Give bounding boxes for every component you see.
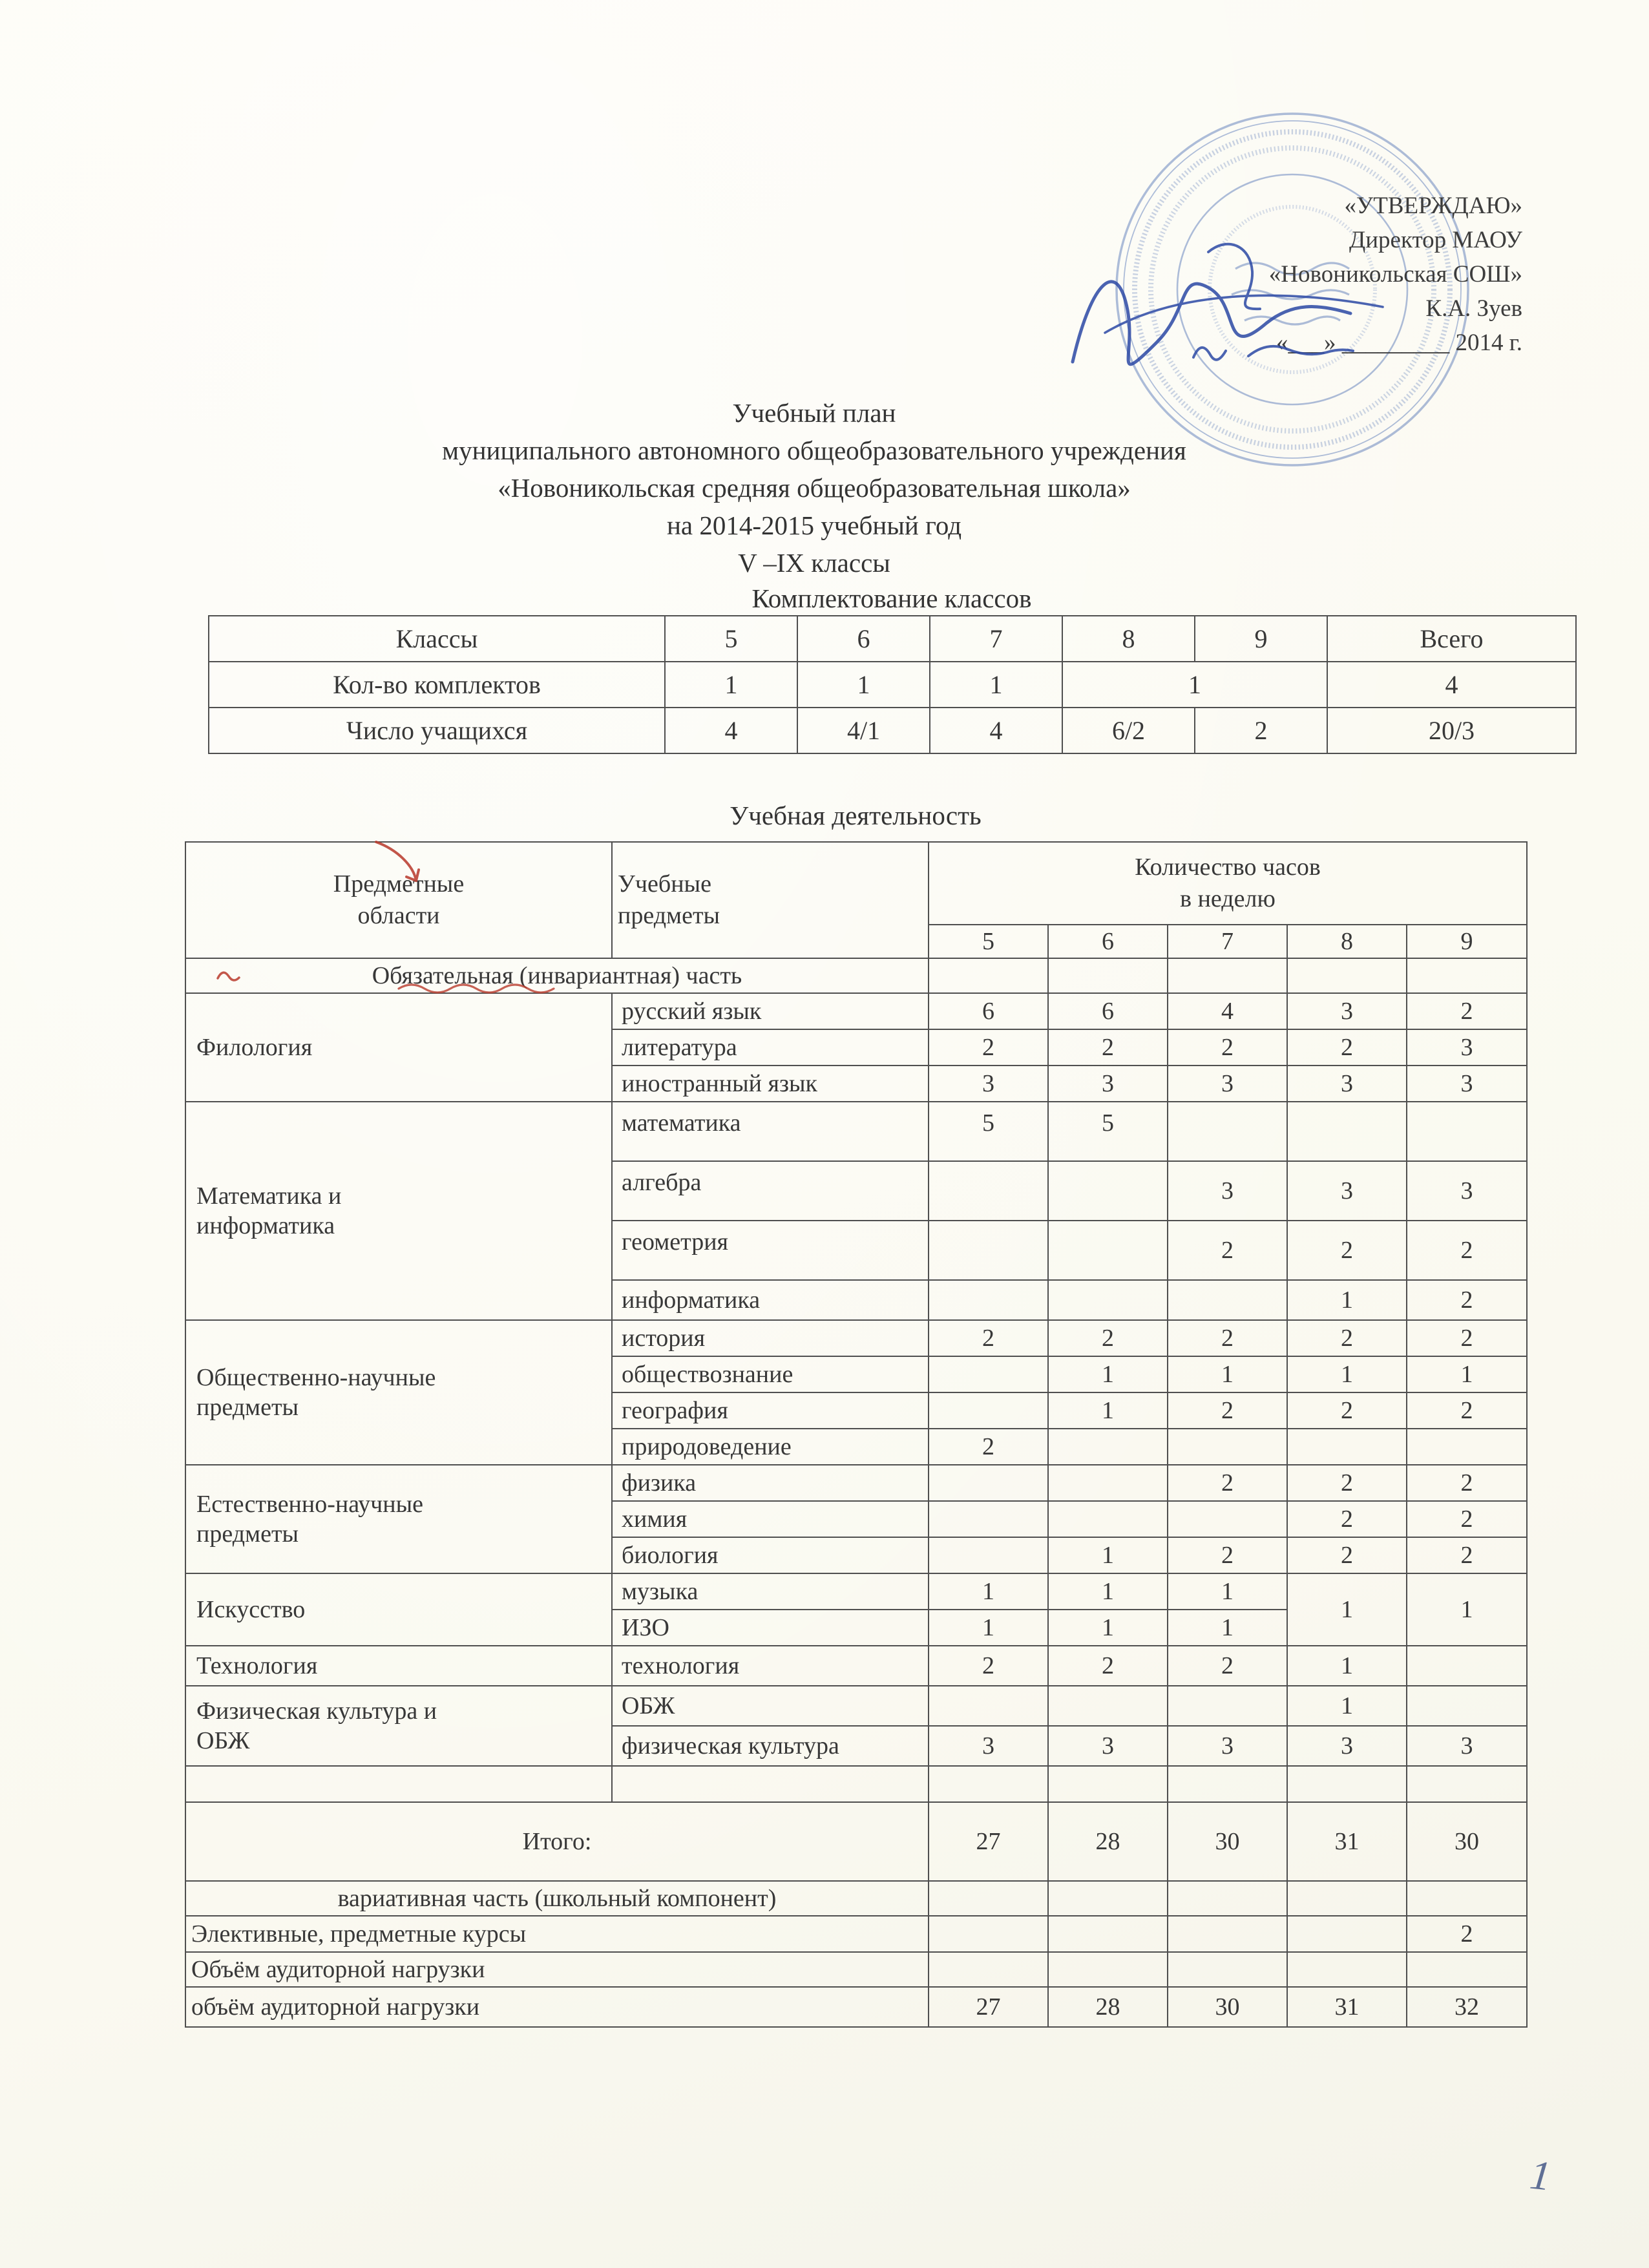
hours-cell: 1: [929, 1610, 1048, 1646]
hours-cell: [1048, 958, 1168, 993]
hours-cell: 3: [929, 1066, 1048, 1102]
area-cell-math-informatics: [185, 1102, 612, 1320]
header-label: Количество часов: [1135, 853, 1321, 881]
title-line: «Новоникольская средняя общеобразовательная школа»: [498, 473, 1131, 503]
hours-cell: 3: [1287, 1161, 1407, 1221]
hours-cell: 2: [1168, 1646, 1287, 1686]
hours-cell: 3: [1048, 1726, 1168, 1766]
header-label: в неделю: [1180, 885, 1276, 912]
hours-cell-merged-grade9: 1: [1407, 1573, 1527, 1646]
approval-line: Директор МАОУ: [1349, 227, 1522, 253]
totals-cell: 27: [929, 1802, 1048, 1881]
hours-cell: [1048, 1501, 1168, 1537]
hours-cell: 3: [1407, 1066, 1527, 1102]
handwritten-page-number: 1: [1528, 2151, 1553, 2200]
totals-cell: 30: [1407, 1802, 1527, 1881]
approval-date-line: «___» _________ 2014 г.: [1276, 330, 1522, 356]
area-cell-social-science: [185, 1320, 612, 1465]
table-row: [209, 662, 1576, 708]
hours-cell: 28: [1048, 1987, 1168, 2027]
hours-cell: 2: [1048, 1029, 1168, 1066]
subject-cell: обществознание: [612, 1356, 929, 1392]
hours-cell: 1: [1168, 1356, 1287, 1392]
hours-cell: 3: [1168, 1066, 1287, 1102]
staffing-table: [208, 615, 1577, 754]
grade-column-header: 7: [1168, 925, 1287, 958]
table-row: [185, 993, 1527, 1029]
hours-cell: 1: [1048, 1537, 1168, 1573]
subject-cell: литература: [612, 1029, 929, 1066]
title-line: на 2014-2015 учебный год: [666, 510, 962, 540]
hours-cell: [1407, 1881, 1527, 1916]
hours-cell: 2: [1168, 1029, 1287, 1066]
subject-cell: ИЗО: [612, 1610, 929, 1646]
table-row: [185, 1320, 1527, 1356]
hours-cell: [1048, 1429, 1168, 1465]
hours-cell: [929, 1356, 1048, 1392]
hours-cell: 1: [929, 1573, 1048, 1610]
staffing-header-classes: Классы: [209, 616, 665, 662]
hours-cell: 2: [1287, 1221, 1407, 1280]
hours-cell: 2: [1048, 1646, 1168, 1686]
hours-cell: 2: [1168, 1320, 1287, 1356]
hours-cell: [1048, 1161, 1168, 1221]
empty-row: [185, 1766, 1527, 1802]
value-cell-merged-8-9: 1: [1062, 662, 1327, 708]
hours-cell: [929, 1501, 1048, 1537]
totals-label: Итого:: [185, 1802, 929, 1881]
empty-cell: [1168, 1766, 1287, 1802]
header-label: Учебные предметы: [618, 870, 720, 929]
hours-cell: 2: [929, 1320, 1048, 1356]
hours-cell: 2: [1168, 1392, 1287, 1429]
approval-line: «Новоникольская СОШ»: [1268, 261, 1522, 288]
totals-row: [185, 1802, 1527, 1881]
area-label: Общественно-научные предметы: [196, 1363, 436, 1421]
hours-cell: [929, 1465, 1048, 1501]
hours-cell: [1168, 1501, 1287, 1537]
subject-cell: математика: [612, 1102, 929, 1161]
hours-cell: [929, 1161, 1048, 1221]
staffing-header-grade: 6: [797, 616, 930, 662]
value-cell-total: 4: [1327, 662, 1576, 708]
hours-cell: [1168, 1429, 1287, 1465]
hours-cell: [929, 1686, 1048, 1726]
table-row: [185, 1952, 1527, 1987]
hours-cell: 2: [1287, 1501, 1407, 1537]
hours-cell: 2: [1407, 1320, 1527, 1356]
empty-cell: [185, 1766, 612, 1802]
value-cell: 4: [665, 708, 797, 753]
hours-cell: 2: [1168, 1465, 1287, 1501]
hours-cell: 2: [1287, 1537, 1407, 1573]
hours-cell: [929, 1280, 1048, 1320]
area-label: Математика и информатика: [196, 1182, 342, 1239]
header-label: Предметные области: [333, 870, 465, 929]
hours-cell: [1287, 1916, 1407, 1952]
hours-cell: [929, 1392, 1048, 1429]
area-label: Естественно-научные предметы: [196, 1490, 423, 1548]
staffing-header-grade: 5: [665, 616, 797, 662]
hours-cell: 1: [1048, 1573, 1168, 1610]
hours-cell: 2: [1407, 1465, 1527, 1501]
staffing-header-grade: 9: [1195, 616, 1327, 662]
hours-cell: [1287, 1952, 1407, 1987]
value-cell: 2: [1195, 708, 1327, 753]
value-cell: 1: [930, 662, 1062, 708]
hours-cell: 2: [1168, 1537, 1287, 1573]
subject-cell: информатика: [612, 1280, 929, 1320]
hours-cell: [1168, 958, 1287, 993]
hours-cell: 3: [1168, 1726, 1287, 1766]
section-variative-label: вариативная часть (школьный компонент): [185, 1881, 929, 1916]
hours-cell: 3: [1287, 993, 1407, 1029]
hours-cell: 32: [1407, 1987, 1527, 2027]
hours-cell: [1048, 1881, 1168, 1916]
empty-cell: [612, 1766, 929, 1802]
hours-cell: [1168, 1686, 1287, 1726]
subject-cell: природоведение: [612, 1429, 929, 1465]
staffing-table-title: Комплектование классов: [751, 583, 1032, 613]
subject-cell: иностранный язык: [612, 1066, 929, 1102]
hours-cell: [929, 1916, 1048, 1952]
table-row: [185, 1465, 1527, 1501]
hours-cell: 4: [1168, 993, 1287, 1029]
hours-cell: 2: [1287, 1465, 1407, 1501]
hours-cell: 2: [1407, 993, 1527, 1029]
hours-cell: [1407, 1429, 1527, 1465]
area-label: Искусство: [196, 1595, 306, 1623]
subject-cell: биология: [612, 1537, 929, 1573]
value-cell: 6/2: [1062, 708, 1195, 753]
section-row: [185, 1881, 1527, 1916]
title-line: Учебный план: [732, 398, 896, 428]
table-row: [185, 1646, 1527, 1686]
grade-column-header: 5: [929, 925, 1048, 958]
hours-cell: 3: [1287, 1726, 1407, 1766]
hours-cell: [1407, 1646, 1527, 1686]
hours-cell: [1048, 1686, 1168, 1726]
hours-cell: [1287, 958, 1407, 993]
subject-cell: история: [612, 1320, 929, 1356]
signature-ink: [1047, 226, 1409, 407]
red-pen-underline-mark: [395, 977, 557, 998]
hours-cell: 3: [1287, 1066, 1407, 1102]
subject-cell: алгебра: [612, 1161, 929, 1221]
hours-cell: 2: [1407, 1501, 1527, 1537]
hours-cell: [1287, 1429, 1407, 1465]
hours-cell: 1: [1168, 1610, 1287, 1646]
hours-cell: 1: [1287, 1356, 1407, 1392]
hours-cell: 1: [1048, 1356, 1168, 1392]
hours-cell: 2: [929, 1646, 1048, 1686]
empty-cell: [929, 1766, 1048, 1802]
hours-cell: 2: [1407, 1916, 1527, 1952]
table-row: [209, 708, 1576, 753]
approval-line: К.А. Зуев: [1425, 295, 1522, 322]
hours-cell: 3: [929, 1726, 1048, 1766]
hours-cell: [1407, 1952, 1527, 1987]
hours-cell: [1048, 1280, 1168, 1320]
table-row: [185, 1916, 1527, 1952]
hours-cell: 1: [1287, 1646, 1407, 1686]
hours-cell: [1168, 1952, 1287, 1987]
curriculum-table: [185, 841, 1528, 2028]
hours-cell: 1: [1407, 1356, 1527, 1392]
hours-cell: 3: [1407, 1161, 1527, 1221]
hours-cell: 2: [1407, 1392, 1527, 1429]
hours-cell: 3: [1407, 1726, 1527, 1766]
hours-cell: 2: [929, 1429, 1048, 1465]
hours-cell: 31: [1287, 1987, 1407, 2027]
area-cell-art: [185, 1573, 612, 1646]
subject-cell: ОБЖ: [612, 1686, 929, 1726]
value-cell: 1: [665, 662, 797, 708]
hours-cell: 3: [1048, 1066, 1168, 1102]
hours-cell: [929, 958, 1048, 993]
table-row: [185, 1102, 1527, 1161]
hours-cell: [929, 1221, 1048, 1280]
hours-cell: 2: [929, 1029, 1048, 1066]
hours-cell: [1168, 1102, 1287, 1161]
red-pen-mark: [368, 837, 433, 888]
hours-cell: [1168, 1280, 1287, 1320]
row-label: Элективные, предметные курсы: [185, 1916, 929, 1952]
subject-cell: химия: [612, 1501, 929, 1537]
staffing-header-grade: 8: [1062, 616, 1195, 662]
empty-cell: [1407, 1766, 1527, 1802]
totals-cell: 30: [1168, 1802, 1287, 1881]
header-hours-per-week: [929, 842, 1527, 925]
hours-cell: 2: [1407, 1537, 1527, 1573]
handwritten-date-ink: [1177, 325, 1391, 377]
area-cell-technology: [185, 1646, 612, 1686]
hours-cell: 6: [1048, 993, 1168, 1029]
hours-cell: [1168, 1916, 1287, 1952]
hours-cell: 27: [929, 1987, 1048, 2027]
subject-cell: физическая культура: [612, 1726, 929, 1766]
hours-cell: [1407, 1102, 1527, 1161]
subject-cell: физика: [612, 1465, 929, 1501]
area-label: Филология: [196, 1033, 313, 1061]
title-line: V –IX классы: [738, 548, 890, 578]
value-cell: 1: [797, 662, 930, 708]
hours-cell: [1048, 1952, 1168, 1987]
row-label: Объём аудиторной нагрузки: [185, 1952, 929, 1987]
staffing-header-grade: 7: [930, 616, 1062, 662]
hours-cell: [1407, 1686, 1527, 1726]
hours-cell: 2: [1407, 1221, 1527, 1280]
table-row: [209, 616, 1576, 662]
hours-cell: 5: [929, 1102, 1048, 1161]
value-cell: 4: [930, 708, 1062, 753]
header-subjects: [612, 842, 929, 958]
hours-cell: 1: [1168, 1573, 1287, 1610]
hours-cell: [1048, 1916, 1168, 1952]
subject-cell: музыка: [612, 1573, 929, 1610]
table-row: [185, 1573, 1527, 1610]
hours-cell-merged-grade8: 1: [1287, 1573, 1407, 1646]
row-label: Число учащихся: [209, 708, 665, 753]
curriculum-table-title: Учебная деятельность: [730, 801, 982, 830]
row-label: Кол-во комплектов: [209, 662, 665, 708]
hours-cell: 1: [1048, 1610, 1168, 1646]
staffing-header-total: Всего: [1327, 616, 1576, 662]
grade-column-header: 9: [1407, 925, 1527, 958]
grade-column-header: 8: [1287, 925, 1407, 958]
hours-cell: [1407, 958, 1527, 993]
hours-cell: 1: [1287, 1280, 1407, 1320]
hours-cell: [1287, 1102, 1407, 1161]
hours-cell: 2: [1287, 1320, 1407, 1356]
hours-cell: [929, 1537, 1048, 1573]
approval-line: «УТВЕРЖДАЮ»: [1344, 193, 1522, 219]
value-cell-total: 20/3: [1327, 708, 1576, 753]
hours-cell: 2: [1168, 1221, 1287, 1280]
subject-cell: геометрия: [612, 1221, 929, 1280]
hours-cell: 2: [1287, 1392, 1407, 1429]
hours-cell: [929, 1952, 1048, 1987]
area-cell-philology: [185, 993, 612, 1102]
hours-cell: 3: [1168, 1161, 1287, 1221]
totals-cell: 28: [1048, 1802, 1168, 1881]
hours-cell: 1: [1287, 1686, 1407, 1726]
area-label: Технология: [196, 1652, 318, 1679]
hours-cell: 2: [1407, 1280, 1527, 1320]
subject-cell: технология: [612, 1646, 929, 1686]
hours-cell: 1: [1048, 1392, 1168, 1429]
table-row: [185, 1686, 1527, 1726]
hours-cell: [1048, 1221, 1168, 1280]
hours-cell: 2: [1287, 1029, 1407, 1066]
hours-cell: [1168, 1881, 1287, 1916]
hours-cell: 5: [1048, 1102, 1168, 1161]
hours-cell: [1048, 1465, 1168, 1501]
hours-cell: [929, 1881, 1048, 1916]
section-row: [185, 958, 1527, 993]
red-pen-mark: [215, 961, 243, 990]
table-row: [185, 1987, 1527, 2027]
row-label: объём аудиторной нагрузки: [185, 1987, 929, 2027]
section-invariant-label: Обязательная (инвариантная) часть: [185, 958, 929, 993]
hours-cell: 6: [929, 993, 1048, 1029]
grade-column-header: 6: [1048, 925, 1168, 958]
hours-cell: 3: [1407, 1029, 1527, 1066]
value-cell: 4/1: [797, 708, 930, 753]
totals-cell: 31: [1287, 1802, 1407, 1881]
area-label: Физическая культура и ОБЖ: [196, 1697, 437, 1754]
hours-cell: 30: [1168, 1987, 1287, 2027]
hours-cell: 2: [1048, 1320, 1168, 1356]
hours-cell: [1287, 1881, 1407, 1916]
empty-cell: [1287, 1766, 1407, 1802]
title-line: муниципального автономного общеобразовательного учреждения: [442, 436, 1186, 465]
empty-cell: [1048, 1766, 1168, 1802]
area-cell-pe-obzh: [185, 1686, 612, 1766]
subject-cell: русский язык: [612, 993, 929, 1029]
subject-cell: география: [612, 1392, 929, 1429]
area-cell-natural-science: [185, 1465, 612, 1573]
